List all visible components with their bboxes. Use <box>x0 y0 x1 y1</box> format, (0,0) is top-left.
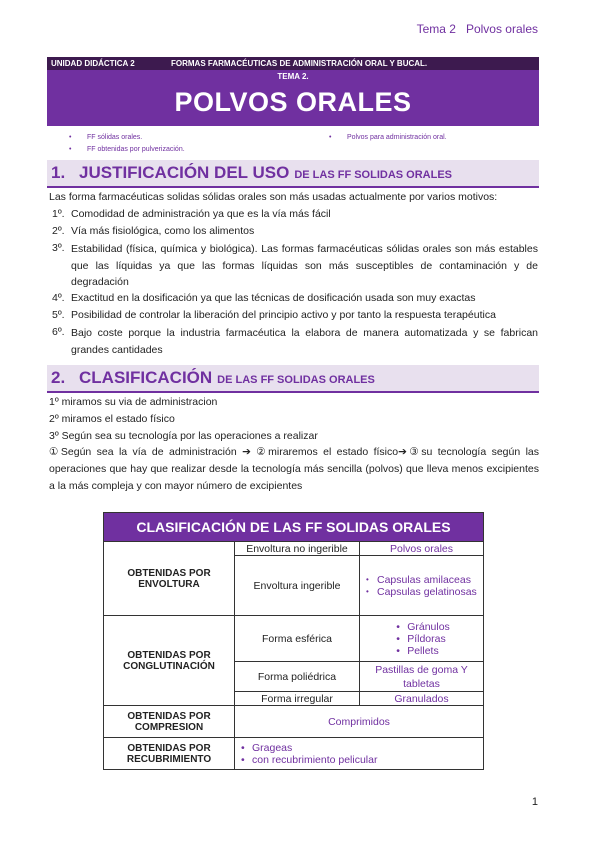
tema-label: TEMA 2. <box>277 72 309 81</box>
list-item-text: Comodidad de administración ya que es la vía más fácil <box>71 208 331 220</box>
running-header-tema: Tema 2 <box>416 22 456 36</box>
section2-line: 1º miramos su via de administracion <box>49 396 218 408</box>
list-item-text: Estabilidad (física, química y biológica). Las formas farmacéuticas sólidas orales son más estables que las líquidas ya que las formas líquidas son más susceptibles de contaminación y de degradación <box>71 243 538 288</box>
page-title: POLVOS ORALES <box>174 87 412 117</box>
cell-envoltura-no-ingerible: Envoltura no ingerible <box>235 542 360 556</box>
cell-comprimidos: Comprimidos <box>235 706 484 738</box>
esferica-list <box>393 621 450 657</box>
title-band <box>47 70 539 126</box>
row-header-compresion: OBTENIDAS POR COMPRESION <box>104 706 235 738</box>
page-number: 1 <box>531 796 538 808</box>
section-subtitle: DE LAS FF SOLIDAS ORALES <box>294 168 453 181</box>
list-item: • con recubrimiento pelicular <box>238 754 480 766</box>
list-item-number: 1º. <box>52 208 65 220</box>
unit-label: UNIDAD DIDÁCTICA 2 <box>51 59 135 68</box>
section2-lines <box>49 395 539 446</box>
list-item-number: 3º. <box>52 242 65 254</box>
capsulas-list <box>363 574 480 598</box>
list-item-text: Posibilidad de controlar la liberación del principio activo y por tanto la respuesta terapéutica <box>71 309 496 321</box>
list-item-text: Vía más fisiológica, como los alimentos <box>71 225 255 237</box>
list-item: • Capsulas gelatinosas <box>363 586 480 598</box>
list-item-text: Exactitud en la dosificación ya que las técnicas de dosificación usada son muy exactas <box>71 292 476 304</box>
section-number: 1. <box>51 163 66 182</box>
unit-title: FORMAS FARMACÉUTICAS DE ADMINISTRACIÓN ORAL Y BUCAL. <box>171 59 428 68</box>
list-item: • Gránulos <box>393 621 450 633</box>
recubrimiento-list <box>238 742 480 766</box>
cell-granulados: Granulados <box>360 692 484 706</box>
unit-bar <box>47 57 539 70</box>
list-item-text: Bajo coste porque la industria farmacéutica la elabora de manera automatizada y se fabrican grandes cantidades <box>71 327 538 356</box>
table-title: CLASIFICACIÓN DE LAS FF SOLIDAS ORALES <box>104 513 484 542</box>
section-number: 2. <box>51 368 66 387</box>
classification-table <box>103 512 484 770</box>
cell-granulos <box>360 616 484 662</box>
toc-item: • FF obtenidas por pulverización. <box>87 146 185 153</box>
list-item-number: 2º. <box>52 225 65 237</box>
cell-forma-irregular: Forma irregular <box>235 692 360 706</box>
section-heading-1 <box>47 160 539 188</box>
list-item: • Píldoras <box>393 633 450 645</box>
section2-line: 3º Según sea su tecnología por las operaciones a realizar <box>49 430 318 442</box>
cell-forma-esferica: Forma esférica <box>235 616 360 662</box>
section-title: JUSTIFICACIÓN DEL USO <box>79 163 290 182</box>
section1-intro: Las forma farmacéuticas solidas sólidas orales son más usadas actualmente por varios motivos: <box>49 191 498 203</box>
section-subtitle: DE LAS FF SOLIDAS ORALES <box>217 373 375 386</box>
cell-pastillas: Pastillas de goma Y tabletas <box>360 662 484 692</box>
row-header-recubrimiento: OBTENIDAS POR RECUBRIMIENTO <box>104 738 235 770</box>
section-heading-2 <box>47 365 539 393</box>
cell-polvos-orales: Polvos orales <box>360 542 484 556</box>
toc-item: • FF sólidas orales. <box>87 134 142 141</box>
list-item-number: 6º. <box>52 326 65 338</box>
section-title: CLASIFICACIÓN <box>79 368 213 387</box>
running-header <box>417 22 538 36</box>
list-item: • Pellets <box>393 645 450 657</box>
running-header-topic: Polvos orales <box>465 22 538 36</box>
cell-envoltura-ingerible: Envoltura ingerible <box>235 556 360 616</box>
section2-paragraph: ①Según sea la vía de administración ➔ ②miraremos el estado físico➔③su tecnología según las operaciones que hay que realizar desde la tecnología más sencilla (polvos) que lleva menos excipientes a la más compleja y con mayor número de excipientes <box>49 446 539 492</box>
list-item: • Grageas <box>238 742 480 754</box>
list-item-number: 4º. <box>52 292 65 304</box>
toc-item: • Polvos para administración oral. <box>347 134 447 141</box>
cell-recubrimiento <box>235 738 484 770</box>
list-item-number: 5º. <box>52 309 65 321</box>
row-header-envoltura: OBTENIDAS POR ENVOLTURA <box>104 542 235 616</box>
list-item: • Capsulas amilaceas <box>363 574 480 586</box>
cell-forma-poliedrica: Forma poliédrica <box>235 662 360 692</box>
cell-capsulas <box>360 556 484 616</box>
row-header-conglutinacion: OBTENIDAS POR CONGLUTINACIÓN <box>104 616 235 706</box>
section2-line: 2º miramos el estado físico <box>49 413 175 425</box>
